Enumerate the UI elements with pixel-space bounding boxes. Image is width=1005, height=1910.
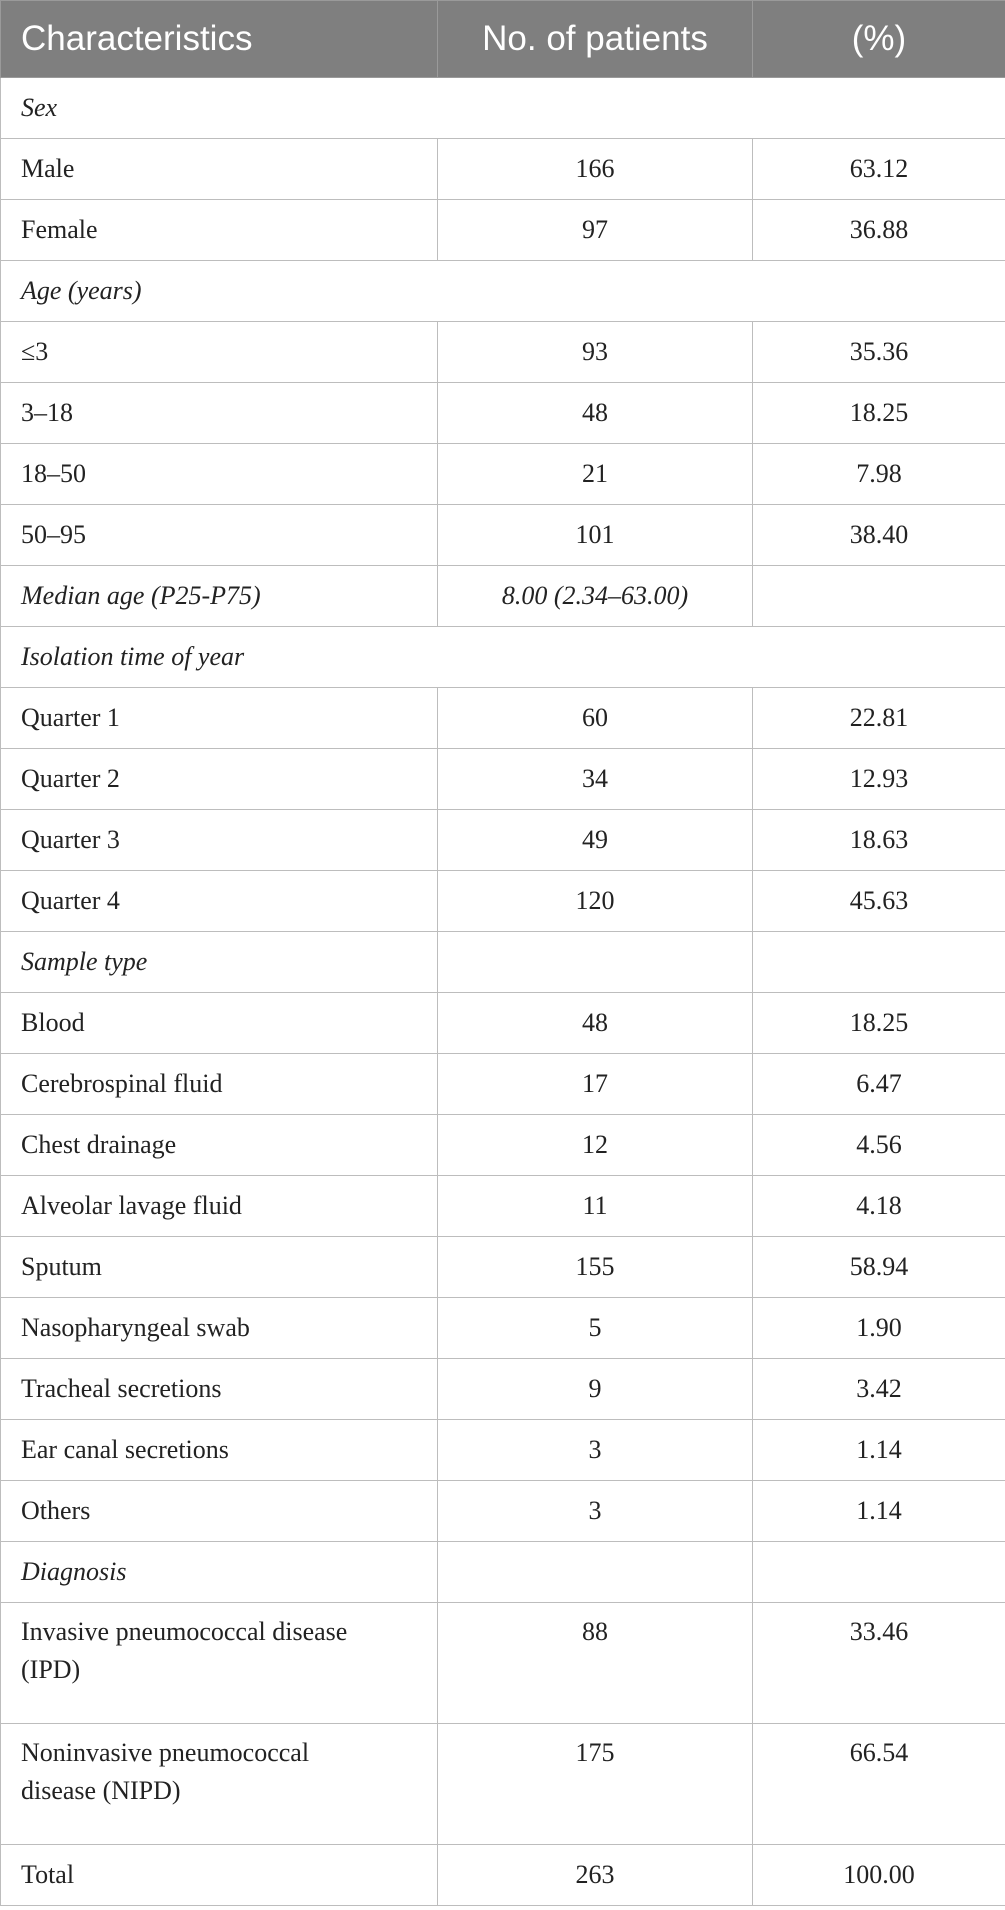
table-row xyxy=(1,871,1005,932)
table-row xyxy=(1,1176,1005,1237)
patient-count: 155 xyxy=(438,1237,753,1298)
table-row xyxy=(1,1298,1005,1359)
section-label: Age (years) xyxy=(1,261,1005,322)
percent-value: 66.54 xyxy=(753,1724,1005,1845)
table-row xyxy=(1,688,1005,749)
percent-value: 22.81 xyxy=(753,688,1005,749)
section-row-sample-type xyxy=(1,932,1005,993)
patient-count: 166 xyxy=(438,139,753,200)
section-row-age xyxy=(1,261,1005,322)
percent-value: 38.40 xyxy=(753,505,1005,566)
row-label xyxy=(1,1603,438,1724)
row-label: Sputum xyxy=(1,1237,438,1298)
percent-value: 4.18 xyxy=(753,1176,1005,1237)
table-row xyxy=(1,1359,1005,1420)
table-row xyxy=(1,505,1005,566)
percent-value: 18.25 xyxy=(753,383,1005,444)
section-label: Sample type xyxy=(1,932,438,993)
row-label-line: (IPD) xyxy=(21,1655,81,1684)
patient-count: 48 xyxy=(438,383,753,444)
median-age-value: 8.00 (2.34–63.00) xyxy=(438,566,753,627)
percent-value: 63.12 xyxy=(753,139,1005,200)
patient-count: 88 xyxy=(438,1603,753,1724)
table-row xyxy=(1,444,1005,505)
percent-value: 1.14 xyxy=(753,1420,1005,1481)
row-label-line: Invasive pneumococcal disease xyxy=(21,1617,348,1646)
table-row-total xyxy=(1,1845,1005,1906)
percent-value: 100.00 xyxy=(753,1845,1005,1906)
percent-value: 3.42 xyxy=(753,1359,1005,1420)
patient-count: 175 xyxy=(438,1724,753,1845)
row-label: 3–18 xyxy=(1,383,438,444)
table-row xyxy=(1,749,1005,810)
row-label: Tracheal secretions xyxy=(1,1359,438,1420)
row-label: Quarter 4 xyxy=(1,871,438,932)
patient-count: 17 xyxy=(438,1054,753,1115)
section-row-sex xyxy=(1,78,1005,139)
patient-count: 97 xyxy=(438,200,753,261)
row-label-line: Noninvasive pneumococcal xyxy=(21,1738,310,1767)
percent-value: 12.93 xyxy=(753,749,1005,810)
percent-value: 7.98 xyxy=(753,444,1005,505)
table-row xyxy=(1,810,1005,871)
header-patients: No. of patients xyxy=(438,1,753,78)
row-label: ≤3 xyxy=(1,322,438,383)
section-row-isolation xyxy=(1,627,1005,688)
patient-count: 3 xyxy=(438,1481,753,1542)
patient-count: 101 xyxy=(438,505,753,566)
empty-cell xyxy=(753,932,1005,993)
row-label: 50–95 xyxy=(1,505,438,566)
row-label: Cerebrospinal fluid xyxy=(1,1054,438,1115)
percent-value: 33.46 xyxy=(753,1603,1005,1724)
table-row-median-age xyxy=(1,566,1005,627)
row-label: Male xyxy=(1,139,438,200)
table-row xyxy=(1,1724,1005,1845)
section-label: Diagnosis xyxy=(1,1542,438,1603)
table-row xyxy=(1,1115,1005,1176)
percent-value: 18.25 xyxy=(753,993,1005,1054)
row-label: Quarter 2 xyxy=(1,749,438,810)
header-percent: (%) xyxy=(753,1,1005,78)
row-label: Blood xyxy=(1,993,438,1054)
table-row xyxy=(1,200,1005,261)
percent-value: 35.36 xyxy=(753,322,1005,383)
row-label: Female xyxy=(1,200,438,261)
patient-count: 9 xyxy=(438,1359,753,1420)
table-row xyxy=(1,322,1005,383)
table-header-row xyxy=(1,1,1005,78)
patient-count: 263 xyxy=(438,1845,753,1906)
row-label: 18–50 xyxy=(1,444,438,505)
row-label: Quarter 3 xyxy=(1,810,438,871)
section-row-diagnosis xyxy=(1,1542,1005,1603)
row-label-line: disease (NIPD) xyxy=(21,1776,181,1805)
patient-count: 49 xyxy=(438,810,753,871)
row-label: Ear canal secretions xyxy=(1,1420,438,1481)
empty-cell xyxy=(438,932,753,993)
percent-value: 58.94 xyxy=(753,1237,1005,1298)
table-row xyxy=(1,383,1005,444)
patient-count: 11 xyxy=(438,1176,753,1237)
patient-count: 34 xyxy=(438,749,753,810)
table-row xyxy=(1,139,1005,200)
patient-count: 21 xyxy=(438,444,753,505)
patient-count: 120 xyxy=(438,871,753,932)
percent-value: 1.90 xyxy=(753,1298,1005,1359)
percent-value: 6.47 xyxy=(753,1054,1005,1115)
patient-count: 60 xyxy=(438,688,753,749)
patient-count: 5 xyxy=(438,1298,753,1359)
section-label: Isolation time of year xyxy=(1,627,1005,688)
percent-value-empty xyxy=(753,566,1005,627)
empty-cell xyxy=(438,1542,753,1603)
percent-value: 36.88 xyxy=(753,200,1005,261)
table-row xyxy=(1,1481,1005,1542)
percent-value: 1.14 xyxy=(753,1481,1005,1542)
table-row xyxy=(1,1603,1005,1724)
table-row xyxy=(1,1054,1005,1115)
header-characteristics: Characteristics xyxy=(1,1,438,78)
patient-count: 3 xyxy=(438,1420,753,1481)
table-row xyxy=(1,1237,1005,1298)
section-label: Sex xyxy=(1,78,1005,139)
empty-cell xyxy=(753,1542,1005,1603)
row-label xyxy=(1,1724,438,1845)
row-label: Alveolar lavage fluid xyxy=(1,1176,438,1237)
row-label: Median age (P25-P75) xyxy=(1,566,438,627)
row-label: Nasopharyngeal swab xyxy=(1,1298,438,1359)
patient-count: 12 xyxy=(438,1115,753,1176)
row-label: Quarter 1 xyxy=(1,688,438,749)
patient-count: 93 xyxy=(438,322,753,383)
row-label: Total xyxy=(1,1845,438,1906)
row-label: Chest drainage xyxy=(1,1115,438,1176)
percent-value: 45.63 xyxy=(753,871,1005,932)
percent-value: 18.63 xyxy=(753,810,1005,871)
percent-value: 4.56 xyxy=(753,1115,1005,1176)
patient-count: 48 xyxy=(438,993,753,1054)
row-label: Others xyxy=(1,1481,438,1542)
table-row xyxy=(1,1420,1005,1481)
table-row xyxy=(1,993,1005,1054)
